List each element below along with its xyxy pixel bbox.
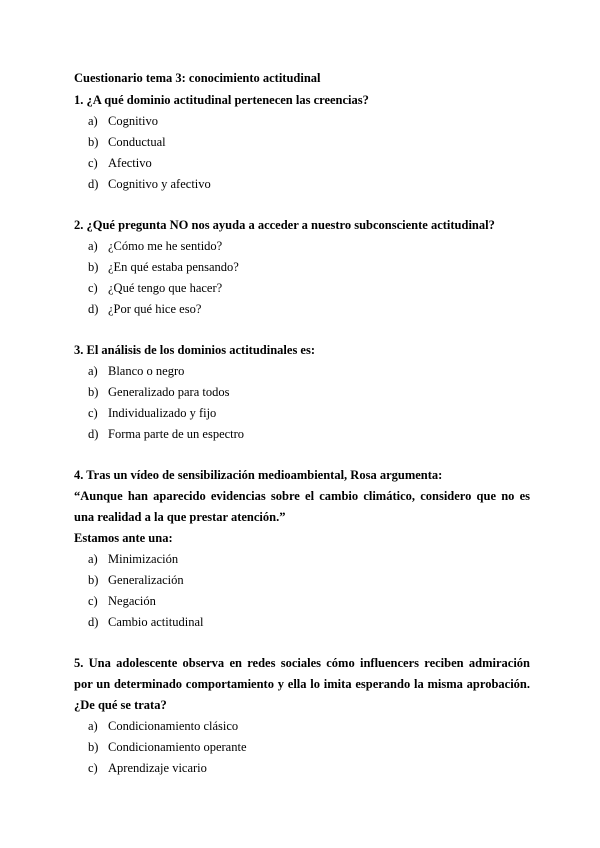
option-letter: b) bbox=[88, 573, 99, 587]
option-4c bbox=[88, 591, 203, 612]
option-3b bbox=[88, 382, 244, 403]
option-text: Generalización bbox=[108, 573, 184, 587]
option-text: Aprendizaje vicario bbox=[108, 761, 207, 775]
option-5c bbox=[88, 758, 247, 779]
option-letter: c) bbox=[88, 406, 98, 420]
option-1c bbox=[88, 153, 211, 174]
option-letter: b) bbox=[88, 260, 99, 274]
option-2b bbox=[88, 257, 239, 278]
question-3-options bbox=[88, 361, 244, 445]
question-1-options bbox=[88, 111, 211, 195]
option-text: ¿Cómo me he sentido? bbox=[108, 239, 223, 253]
option-1d bbox=[88, 174, 211, 195]
option-text: Afectivo bbox=[108, 156, 152, 170]
option-text: Forma parte de un espectro bbox=[108, 427, 245, 441]
option-text: ¿En qué estaba pensando? bbox=[108, 260, 239, 274]
question-2: 2. ¿Qué pregunta NO nos ayuda a acceder a nuestro subconsciente actitudinal? bbox=[74, 218, 495, 232]
option-letter: c) bbox=[88, 281, 98, 295]
option-text: Generalizado para todos bbox=[108, 385, 230, 399]
option-letter: a) bbox=[88, 114, 98, 128]
option-letter: c) bbox=[88, 156, 98, 170]
option-5a bbox=[88, 716, 247, 737]
option-letter: b) bbox=[88, 740, 99, 754]
option-letter: a) bbox=[88, 719, 98, 733]
option-4d bbox=[88, 612, 203, 633]
question-4: 4. Tras un vídeo de sensibilización medioambiental, Rosa argumenta: bbox=[74, 468, 443, 482]
option-text: Condicionamiento clásico bbox=[108, 719, 239, 733]
option-letter: d) bbox=[88, 302, 99, 316]
option-text: Cognitivo bbox=[108, 114, 159, 128]
option-4b bbox=[88, 570, 203, 591]
option-2a bbox=[88, 236, 239, 257]
question-2-options bbox=[88, 236, 239, 320]
option-text: Condicionamiento operante bbox=[108, 740, 247, 754]
question-4-quote: “Aunque han aparecido evidencias sobre el cambio climático, considero que no es una realidad a la que prestar atención.” bbox=[74, 489, 530, 524]
option-2c bbox=[88, 278, 239, 299]
option-letter: d) bbox=[88, 427, 99, 441]
document-title: Cuestionario tema 3: conocimiento actitudinal bbox=[74, 71, 321, 85]
question-4-options bbox=[88, 549, 203, 633]
option-3a bbox=[88, 361, 244, 382]
question-5-options bbox=[88, 716, 247, 779]
question-1: 1. ¿A qué dominio actitudinal pertenecen las creencias? bbox=[74, 93, 369, 107]
option-letter: a) bbox=[88, 364, 98, 378]
option-3d bbox=[88, 424, 244, 445]
option-4a bbox=[88, 549, 203, 570]
option-1b bbox=[88, 132, 211, 153]
option-letter: b) bbox=[88, 385, 99, 399]
option-text: Individualizado y fijo bbox=[108, 406, 217, 420]
option-3c bbox=[88, 403, 244, 424]
option-text: ¿Por qué hice eso? bbox=[108, 302, 202, 316]
option-5b bbox=[88, 737, 247, 758]
option-text: Cognitivo y afectivo bbox=[108, 177, 211, 191]
option-letter: b) bbox=[88, 135, 99, 149]
option-letter: a) bbox=[88, 239, 98, 253]
question-4-prompt: Estamos ante una: bbox=[74, 531, 173, 545]
option-text: Cambio actitudinal bbox=[108, 615, 204, 629]
option-text: Blanco o negro bbox=[108, 364, 185, 378]
option-1a bbox=[88, 111, 211, 132]
option-letter: d) bbox=[88, 177, 99, 191]
option-text: Negación bbox=[108, 594, 156, 608]
option-letter: a) bbox=[88, 552, 98, 566]
question-3: 3. El análisis de los dominios actitudinales es: bbox=[74, 343, 316, 357]
option-text: ¿Qué tengo que hacer? bbox=[108, 281, 223, 295]
option-letter: c) bbox=[88, 594, 98, 608]
option-text: Conductual bbox=[108, 135, 166, 149]
option-letter: d) bbox=[88, 615, 99, 629]
option-letter: c) bbox=[88, 761, 98, 775]
question-5: 5. Una adolescente observa en redes sociales cómo influencers reciben admiración por un determinado comportamiento y ella lo imita esperando la misma aprobación. ¿De qué se trata? bbox=[74, 656, 530, 712]
option-text: Minimización bbox=[108, 552, 179, 566]
option-2d bbox=[88, 299, 239, 320]
